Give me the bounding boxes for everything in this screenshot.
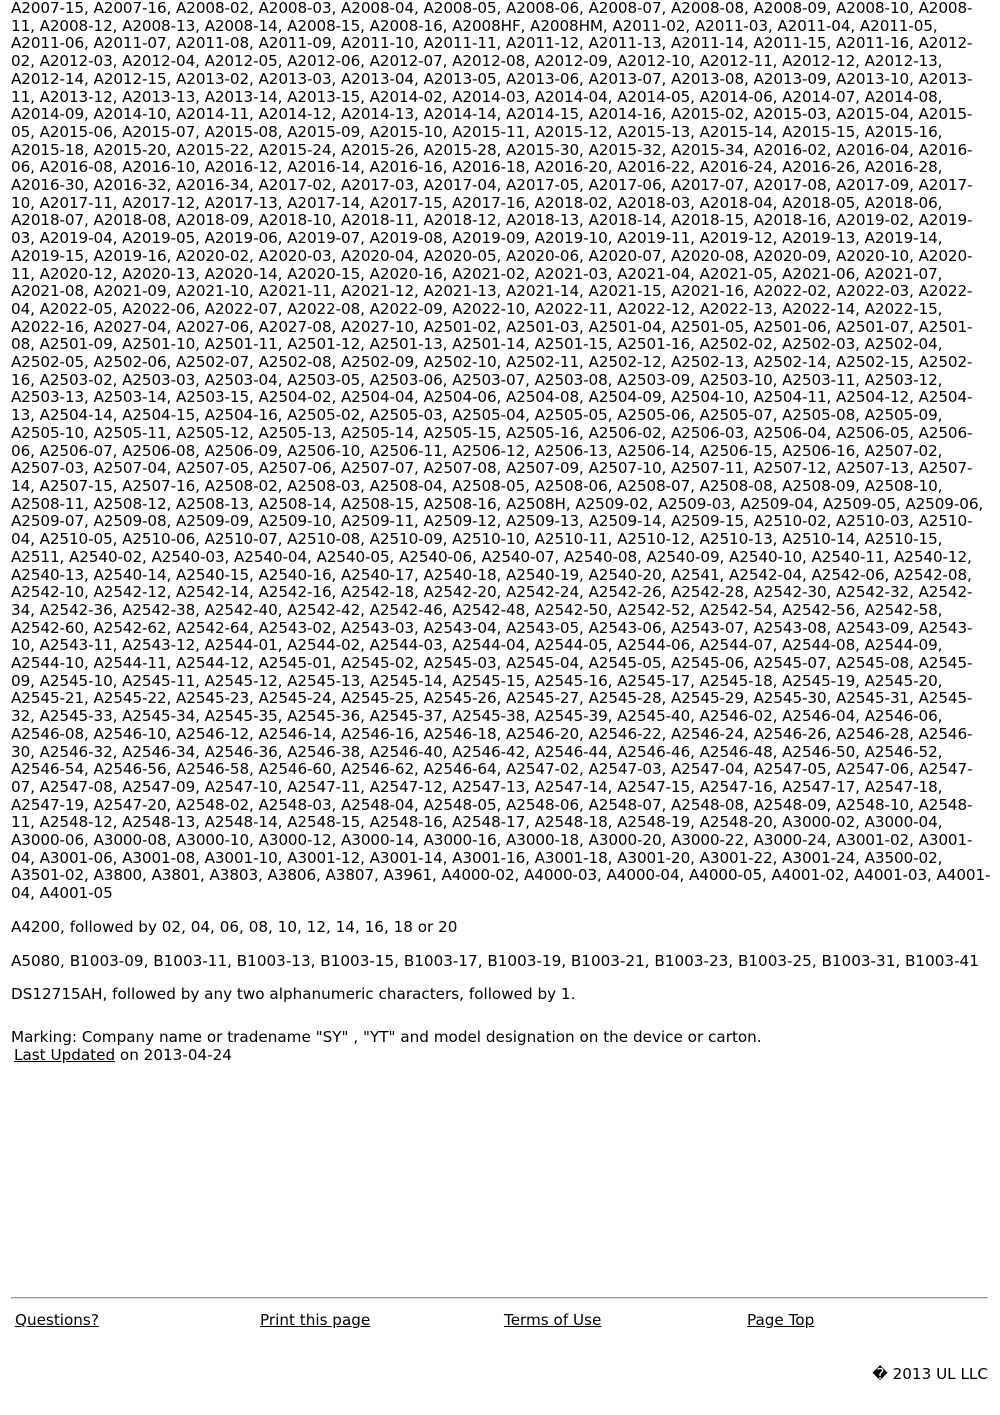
last-updated-line (11, 1047, 991, 1065)
page-top-link[interactable]: Page Top (747, 1311, 815, 1329)
a5080-list: A5080, B1003-09, B1003-11, B1003-13, B1003-15, B1003-17, B1003-19, B1003-21, B1003-23, B1003-25, B1003-31, B1003-41 (11, 951, 979, 970)
footer-divider (11, 1297, 988, 1299)
copyright-notice: � 2013 UL LLC (872, 1365, 988, 1383)
model-list: A2007-15, A2007-16, A2008-02, A2008-03, A2008-04, A2008-05, A2008-06, A2008-07, A2008-08, A2008-09, A2008-10, A2008-11, A2008-12, A2008-13, A2008-14, A2008-15, A2008-16, A2008HF, A2008HM, A2011-02, A2011-03, A2011-04, A2011-05, A2011-06, A2011-07, A2011-08, A2011-09, A2011-10, A2011-11, A2011-12, A2011-13, A2011-14, A2011-15, A2011-16, A2012-02, A2012-03, A2012-04, A2012-05, A2012-06, A2012-07, A2012-08, A2012-09, A2012-10, A2012-11, A2012-12, A2012-13, A2012-14, A2012-15, A2013-02, A2013-03, A2013-04, A2013-05, A2013-06, A2013-07, A2013-08, A2013-09, A2013-10, A2013-11, A2013-12, A2013-13, A2013-14, A2013-15, A2014-02, A2014-03, A2014-04, A2014-05, A2014-06, A2014-07, A2014-08, A2014-09, A2014-10, A2014-11, A2014-12, A2014-13, A2014-14, A2014-15, A2014-16, A2015-02, A2015-03, A2015-04, A2015-05, A2015-06, A2015-07, A2015-08, A2015-09, A2015-10, A2015-11, A2015-12, A2015-13, A2015-14, A2015-15, A2015-16, A2015-18, A2015-20, A2015-22, A2015-24, A2015-26, A2015-28, A2015-30, A2015-32, A2015-34, A2016-02, A2016-04, A2016-06, A2016-08, A2016-10, A2016-12, A2016-14, A2016-16, A2016-18, A2016-20, A2016-22, A2016-24, A2016-26, A2016-28, A2016-30, A2016-32, A2016-34, A2017-02, A2017-03, A2017-04, A2017-05, A2017-06, A2017-07, A2017-08, A2017-09, A2017-10, A2017-11, A2017-12, A2017-13, A2017-14, A2017-15, A2017-16, A2018-02, A2018-03, A2018-04, A2018-05, A2018-06, A2018-07, A2018-08, A2018-09, A2018-10, A2018-11, A2018-12, A2018-13, A2018-14, A2018-15, A2018-16, A2019-02, A2019-03, A2019-04, A2019-05, A2019-06, A2019-07, A2019-08, A2019-09, A2019-10, A2019-11, A2019-12, A2019-13, A2019-14, A2019-15, A2019-16, A2020-02, A2020-03, A2020-04, A2020-05, A2020-06, A2020-07, A2020-08, A2020-09, A2020-10, A2020-11, A2020-12, A2020-13, A2020-14, A2020-15, A2020-16, A2021-02, A2021-03, A2021-04, A2021-05, A2021-06, A2021-07, A2021-08, A2021-09, A2021-10, A2021-11, A2021-12, A2021-13, A2021-14, A2021-15, A2021-16, A2022-02, A2022-03, A2022-04, A2022-05, A2022-06, A2022-07, A2022-08, A2022-09, A2022-10, A2022-11, A2022-12, A2022-13, A2022-14, A2022-15, A2022-16, A2027-04, A2027-06, A2027-08, A2027-10, A2501-02, A2501-03, A2501-04, A2501-05, A2501-06, A2501-07, A2501-08, A2501-09, A2501-10, A2501-11, A2501-12, A2501-13, A2501-14, A2501-15, A2501-16, A2502-02, A2502-03, A2502-04, A2502-05, A2502-06, A2502-07, A2502-08, A2502-09, A2502-10, A2502-11, A2502-12, A2502-13, A2502-14, A2502-15, A2502-16, A2503-02, A2503-03, A2503-04, A2503-05, A2503-06, A2503-07, A2503-08, A2503-09, A2503-10, A2503-11, A2503-12, A2503-13, A2503-14, A2503-15, A2504-02, A2504-04, A2504-06, A2504-08, A2504-09, A2504-10, A2504-11, A2504-12, A2504-13, A2504-14, A2504-15, A2504-16, A2505-02, A2505-03, A2505-04, A2505-05, A2505-06, A2505-07, A2505-08, A2505-09, A2505-10, A2505-11, A2505-12, A2505-13, A2505-14, A2505-15, A2505-16, A2506-02, A2506-03, A2506-04, A2506-05, A2506-06, A2506-07, A2506-08, A2506-09, A2506-10, A2506-11, A2506-12, A2506-13, A2506-14, A2506-15, A2506-16, A2507-02, A2507-03, A2507-04, A2507-05, A2507-06, A2507-07, A2507-08, A2507-09, A2507-10, A2507-11, A2507-12, A2507-13, A2507-14, A2507-15, A2507-16, A2508-02, A2508-03, A2508-04, A2508-05, A2508-06, A2508-07, A2508-08, A2508-09, A2508-10, A2508-11, A2508-12, A2508-13, A2508-14, A2508-15, A2508-16, A2508H, A2509-02, A2509-03, A2509-04, A2509-05, A2509-06, A2509-07, A2509-08, A2509-09, A2509-10, A2509-11, A2509-12, A2509-13, A2509-14, A2509-15, A2510-02, A2510-03, A2510-04, A2510-05, A2510-06, A2510-07, A2510-08, A2510-09, A2510-10, A2510-11, A2510-12, A2510-13, A2510-14, A2510-15, A2511, A2540-02, A2540-03, A2540-04, A2540-05, A2540-06, A2540-07, A2540-08, A2540-09, A2540-10, A2540-11, A2540-12, A2540-13, A2540-14, A2540-15, A2540-16, A2540-17, A2540-18, A2540-19, A2540-20, A2541, A2542-04, A2542-06, A2542-08, A2542-10, A2542-12, A2542-14, A2542-16, A2542-18, A2542-20, A2542-24, A2542-26, A2542-28, A2542-30, A2542-32, A2542-34, A2542-36, A2542-38, A2542-40, A2542-42, A2542-46, A2542-48, A2542-50, A2542-52, A2542-54, A2542-56, A2542-58, A2542-60, A2542-62, A2542-64, A2543-02, A2543-03, A2543-04, A2543-05, A2543-06, A2543-07, A2543-08, A2543-09, A2543-10, A2543-11, A2543-12, A2544-01, A2544-02, A2544-03, A2544-04, A2544-05, A2544-06, A2544-07, A2544-08, A2544-09, A2544-10, A2544-11, A2544-12, A2545-01, A2545-02, A2545-03, A2545-04, A2545-05, A2545-06, A2545-07, A2545-08, A2545-09, A2545-10, A2545-11, A2545-12, A2545-13, A2545-14, A2545-15, A2545-16, A2545-17, A2545-18, A2545-19, A2545-20, A2545-21, A2545-22, A2545-23, A2545-24, A2545-25, A2545-26, A2545-27, A2545-28, A2545-29, A2545-30, A2545-31, A2545-32, A2545-33, A2545-34, A2545-35, A2545-36, A2545-37, A2545-38, A2545-39, A2545-40, A2546-02, A2546-04, A2546-06, A2546-08, A2546-10, A2546-12, A2546-14, A2546-16, A2546-18, A2546-20, A2546-22, A2546-24, A2546-26, A2546-28, A2546-30, A2546-32, A2546-34, A2546-36, A2546-38, A2546-40, A2546-42, A2546-44, A2546-46, A2546-48, A2546-50, A2546-52, A2546-54, A2546-56, A2546-58, A2546-60, A2546-62, A2546-64, A2547-02, A2547-03, A2547-04, A2547-05, A2547-06, A2547-07, A2547-08, A2547-09, A2547-10, A2547-11, A2547-12, A2547-13, A2547-14, A2547-15, A2547-16, A2547-17, A2547-18, A2547-19, A2547-20, A2548-02, A2548-03, A2548-04, A2548-05, A2548-06, A2548-07, A2548-08, A2548-09, A2548-10, A2548-11, A2548-12, A2548-13, A2548-14, A2548-15, A2548-16, A2548-17, A2548-18, A2548-19, A2548-20, A3000-02, A3000-04, A3000-06, A3000-08, A3000-10, A3000-12, A3000-14, A3000-16, A3000-18, A3000-20, A3000-22, A3000-24, A3001-02, A3001-04, A3001-06, A3001-08, A3001-10, A3001-12, A3001-14, A3001-16, A3001-18, A3001-20, A3001-22, A3001-24, A3500-02, A3501-02, A3800, A3801, A3803, A3806, A3807, A3961, A4000-02, A4000-03, A4000-04, A4000-05, A4001-02, A4001-03, A4001-04, A4001-05 (11, 0, 991, 903)
document-body (11, 0, 991, 1064)
terms-of-use-link[interactable]: Terms of Use (504, 1311, 602, 1329)
last-updated-date: on 2013-04-24 (115, 1045, 232, 1064)
ds12715ah-note: DS12715AH, followed by any two alphanumeric characters, followed by 1. (11, 985, 576, 1004)
marking-note: Marking: Company name or tradename "SY" , "YT" and model designation on the device or carton. (11, 1027, 762, 1046)
print-page-link[interactable]: Print this page (260, 1311, 371, 1329)
last-updated-link[interactable]: Last Updated (14, 1045, 116, 1064)
a4200-note: A4200, followed by 02, 04, 06, 08, 10, 12, 14, 16, 18 or 20 (11, 917, 458, 936)
questions-link[interactable]: Questions? (15, 1311, 99, 1329)
footer-links (15, 1311, 995, 1333)
